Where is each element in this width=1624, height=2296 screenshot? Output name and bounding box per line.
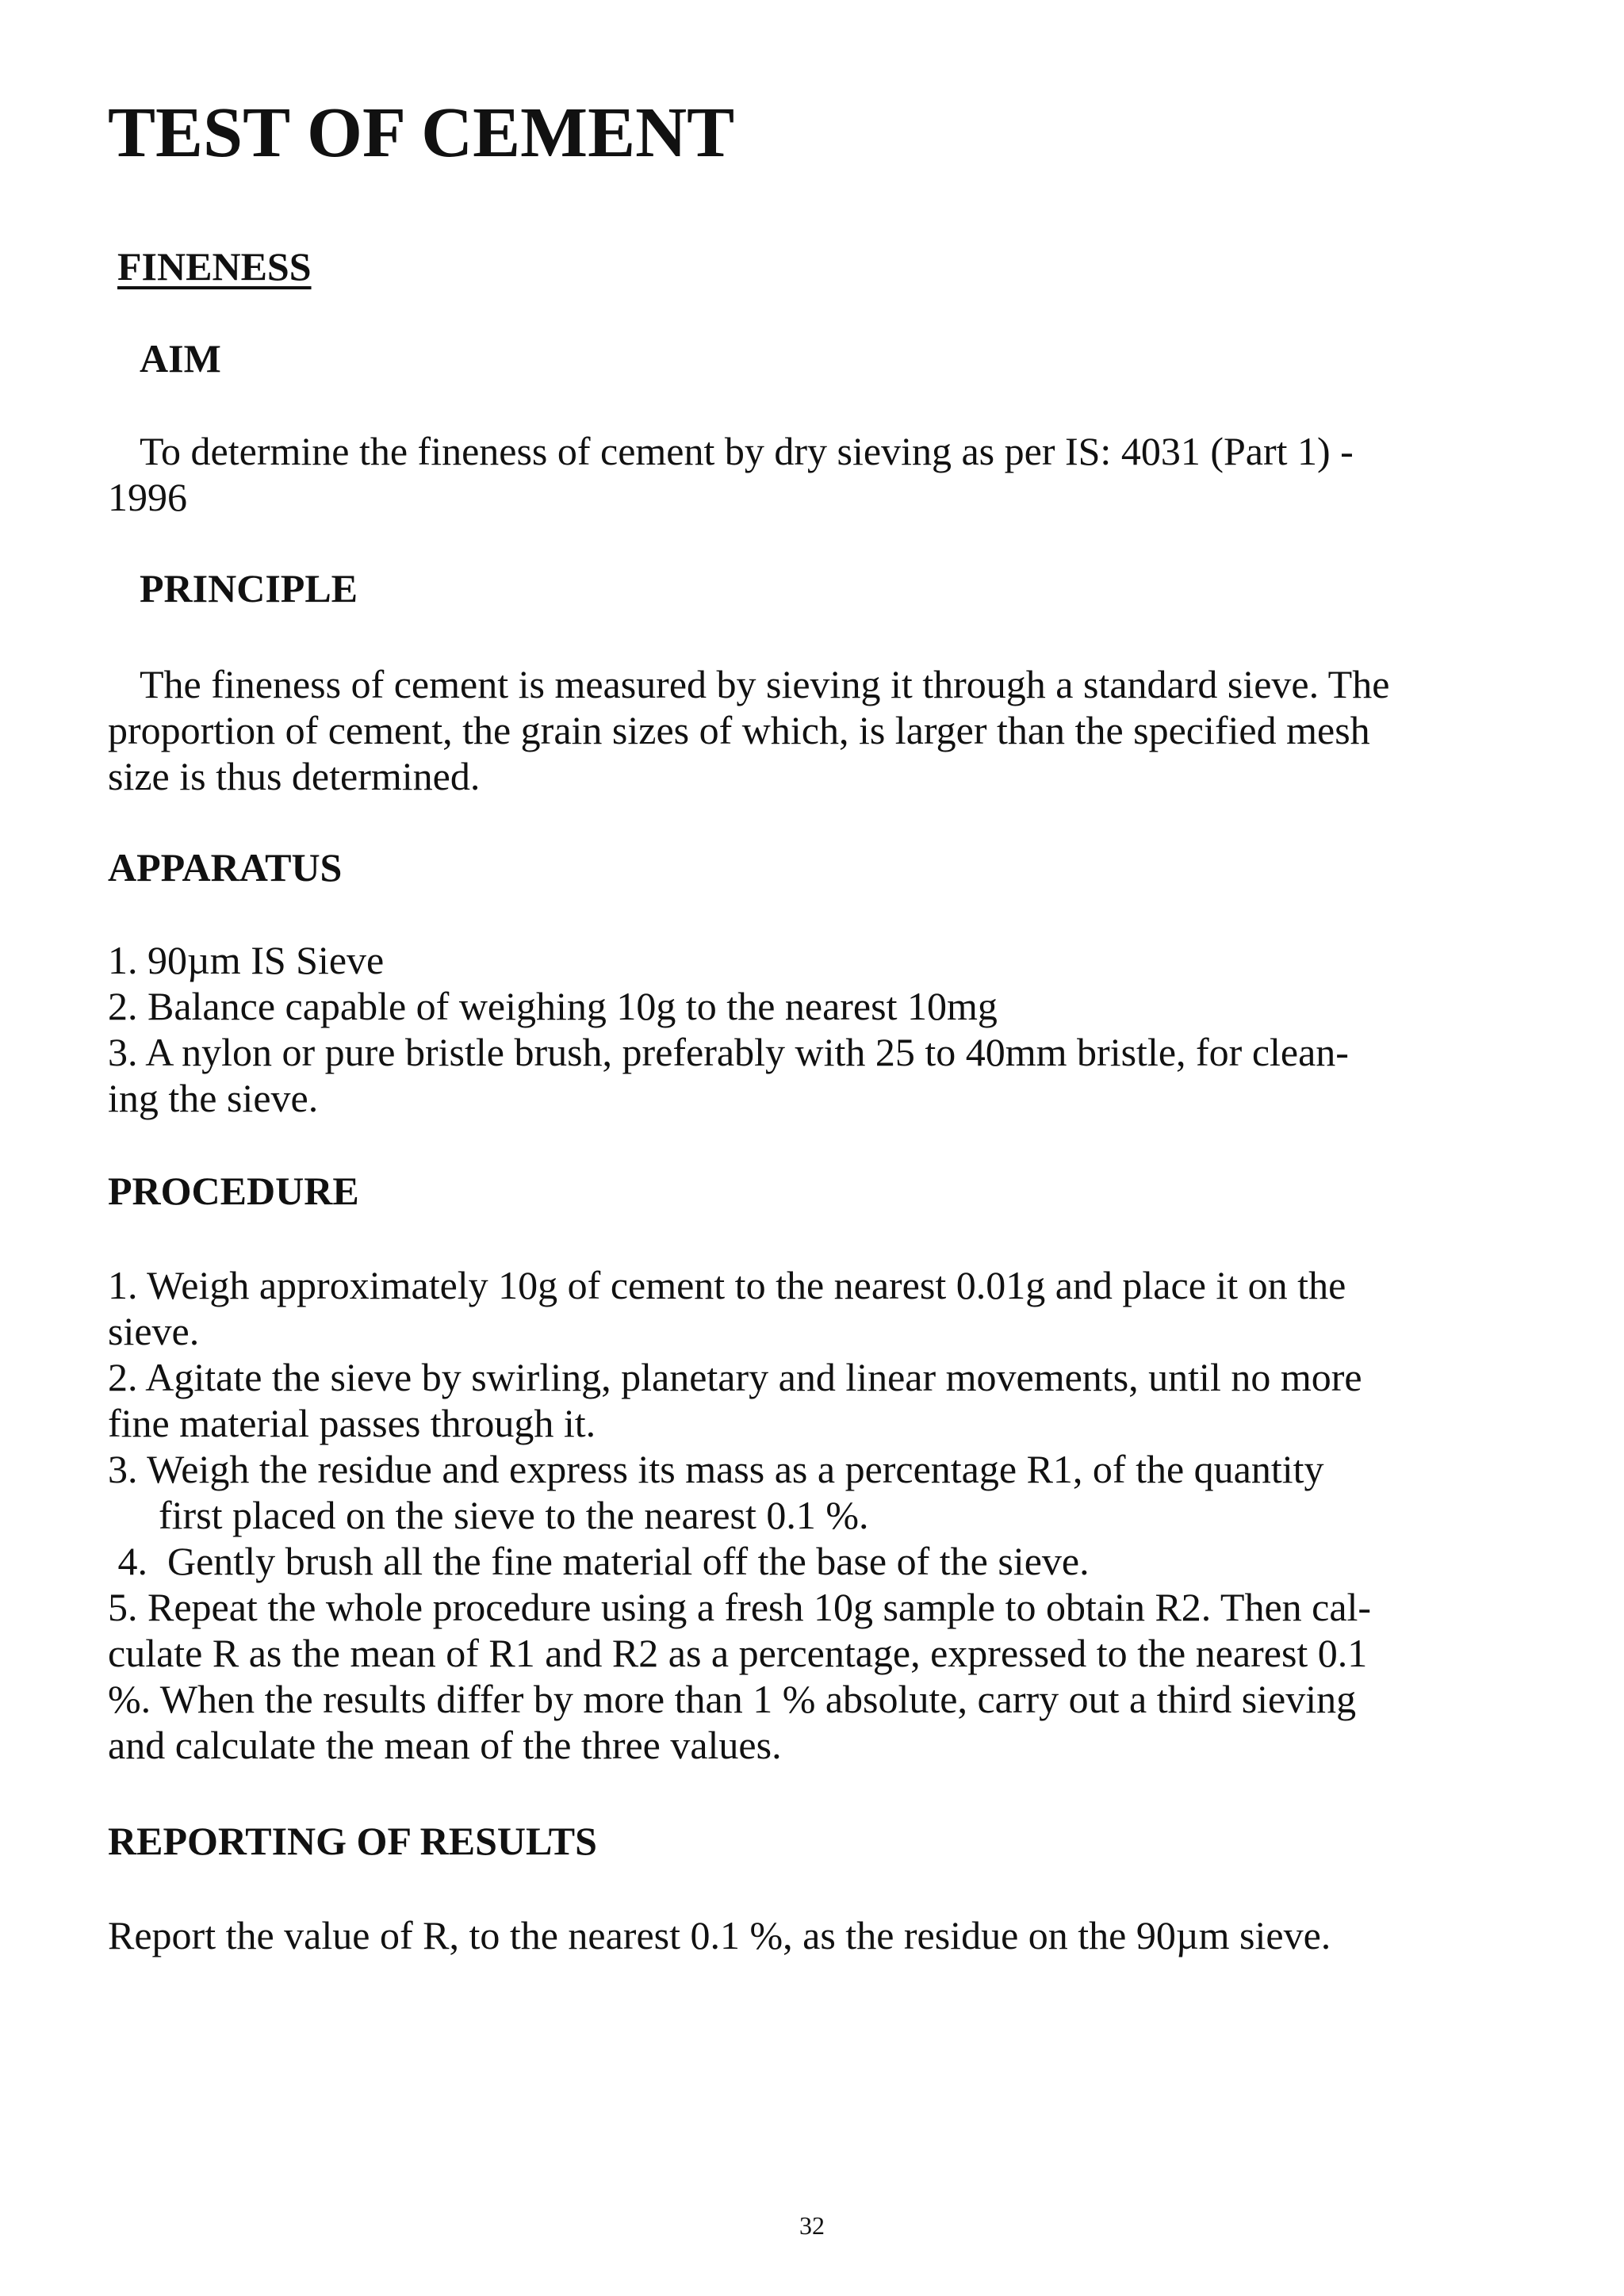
procedure-step: 3. Weigh the residue and express its mass as a percentage R1, of the quantity bbox=[108, 1447, 1324, 1491]
procedure-step-continuation: first placed on the sieve to the nearest 0.1 %. bbox=[159, 1493, 869, 1537]
aim-line: 1996 bbox=[108, 475, 187, 519]
reporting-text bbox=[108, 1912, 1519, 1958]
aim-heading: AIM bbox=[140, 336, 221, 381]
apparatus-item: 3. A nylon or pure bristle brush, preferably with 25 to 40mm bristle, for clean- bbox=[108, 1030, 1349, 1074]
procedure-step: 1. Weigh approximately 10g of cement to the nearest 0.01g and place it on the bbox=[108, 1263, 1346, 1307]
procedure-step: 2. Agitate the sieve by swirling, planetary and linear movements, until no more bbox=[108, 1355, 1362, 1399]
principle-heading: PRINCIPLE bbox=[140, 566, 358, 610]
procedure-step-continuation: fine material passes through it. bbox=[108, 1401, 596, 1445]
procedure-step-continuation: %. When the results differ by more than 1 % absolute, carry out a third sieving bbox=[108, 1677, 1357, 1721]
procedure-step-continuation: culate R as the mean of R1 and R2 as a percentage, expressed to the nearest 0.1 bbox=[108, 1631, 1368, 1675]
principle-line: size is thus determined. bbox=[108, 754, 481, 798]
reporting-line: Report the value of R, to the nearest 0.1 %, as the residue on the 90µm sieve. bbox=[108, 1913, 1331, 1957]
page-number: 32 bbox=[799, 2211, 825, 2240]
section-heading-fineness: FINENESS bbox=[117, 244, 312, 289]
apparatus-item-continuation: ing the sieve. bbox=[108, 1076, 319, 1120]
procedure-step: 4. Gently brush all the fine material off the base of the sieve. bbox=[108, 1539, 1090, 1583]
aim-line: To determine the fineness of cement by dry sieving as per IS: 4031 (Part 1) - bbox=[140, 429, 1354, 473]
procedure-list bbox=[108, 1262, 1519, 1768]
procedure-heading: PROCEDURE bbox=[108, 1169, 359, 1213]
procedure-step-continuation: sieve. bbox=[108, 1309, 200, 1353]
aim-text bbox=[108, 428, 1519, 520]
procedure-step-continuation: and calculate the mean of the three values. bbox=[108, 1723, 782, 1767]
principle-text bbox=[108, 661, 1519, 799]
principle-line: proportion of cement, the grain sizes of which, is larger than the specified mesh bbox=[108, 708, 1370, 752]
procedure-step: 5. Repeat the whole procedure using a fresh 10g sample to obtain R2. Then cal- bbox=[108, 1585, 1372, 1629]
principle-line: The fineness of cement is measured by sieving it through a standard sieve. The bbox=[140, 662, 1390, 706]
document-title: TEST OF CEMENT bbox=[108, 94, 735, 172]
reporting-heading: REPORTING OF RESULTS bbox=[108, 1819, 597, 1863]
apparatus-heading: APPARATUS bbox=[108, 845, 343, 890]
apparatus-item: 1. 90µm IS Sieve bbox=[108, 938, 385, 982]
apparatus-list bbox=[108, 937, 1519, 1121]
apparatus-item: 2. Balance capable of weighing 10g to the nearest 10mg bbox=[108, 984, 998, 1028]
